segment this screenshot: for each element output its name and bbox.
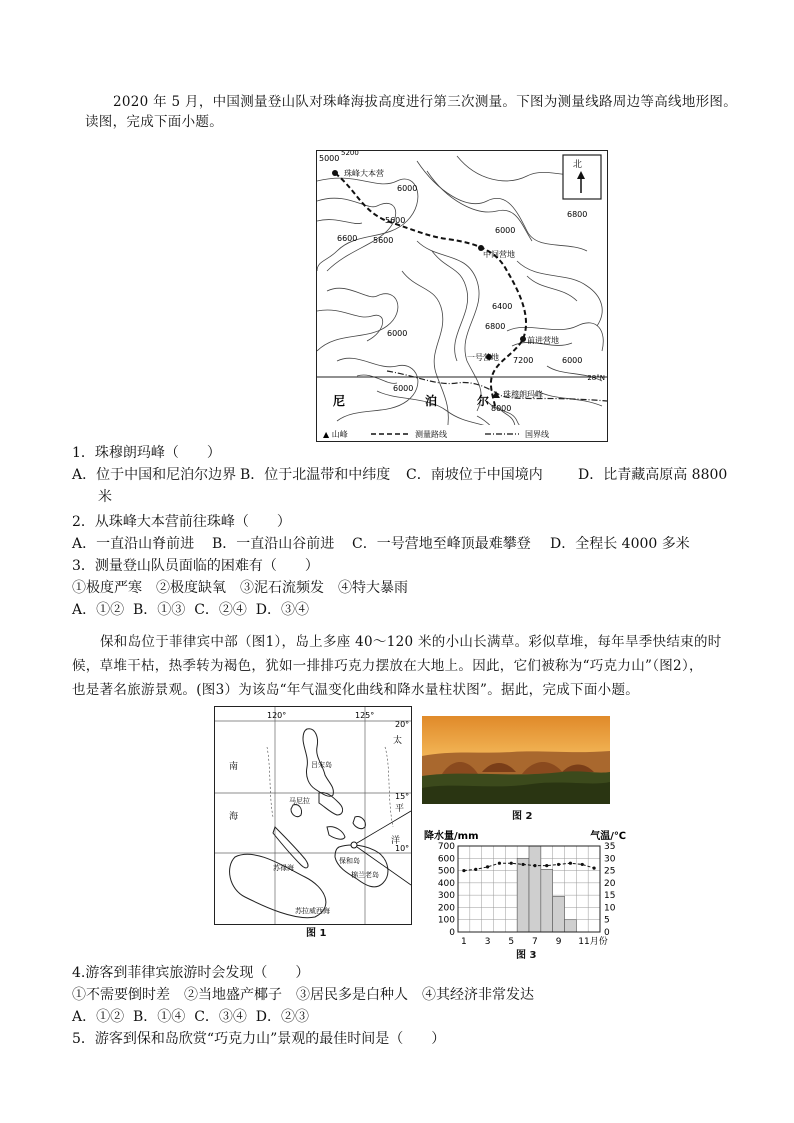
q2-option-b[interactable]: B．一直沿山谷前进 bbox=[212, 536, 335, 552]
q5-stem: 5．游客到保和岛欣赏“巧克力山”景观的最佳时间是（ ） bbox=[72, 1031, 446, 1047]
intro-1-line-2: 读图，完成下面小题。 bbox=[85, 114, 223, 130]
temperature-point bbox=[569, 862, 572, 865]
temperature-point bbox=[521, 863, 524, 866]
q3-options[interactable]: A．①② B．①③ C．②④ D．③④ bbox=[72, 602, 310, 618]
place-everest: 珠穆朗玛峰 bbox=[503, 390, 543, 399]
q2-option-d[interactable]: D．全程长 4000 多米 bbox=[550, 536, 690, 552]
contour-label: 6600 bbox=[337, 234, 358, 243]
contour-label: 6800 bbox=[567, 210, 588, 219]
precip-bar bbox=[565, 920, 577, 932]
lat-label: 20° bbox=[395, 720, 410, 729]
x-tick-label: 1 bbox=[461, 937, 467, 947]
q1-option-c[interactable]: C．南坡位于中国境内 bbox=[406, 467, 543, 483]
x-tick-label: 11月份 bbox=[578, 937, 608, 947]
climate-chart bbox=[420, 828, 630, 956]
precip-bar bbox=[553, 896, 565, 932]
contour-label: 6400 bbox=[492, 302, 513, 311]
q3-stem: 3．测量登山队员面临的困难有（ ） bbox=[72, 558, 319, 574]
q2-option-a[interactable]: A．一直沿山脊前进 bbox=[72, 536, 195, 552]
y-tick-label: 700 bbox=[437, 842, 455, 852]
contour-label: 6000 bbox=[387, 329, 408, 338]
contour-label: 5200 bbox=[341, 151, 359, 157]
q1-options bbox=[72, 464, 772, 486]
label-mindanao: 棉兰老岛 bbox=[351, 871, 379, 879]
temperature-point bbox=[462, 869, 465, 872]
fig2-caption: 图 2 bbox=[512, 811, 533, 822]
country-char: 尔 bbox=[477, 394, 490, 408]
q1-option-d-cont: 米 bbox=[98, 489, 112, 505]
y-tick-label: 100 bbox=[437, 915, 455, 926]
fig3-caption: 图 3 bbox=[516, 950, 537, 961]
x-tick-label: 9 bbox=[555, 937, 562, 947]
y-tick-label: 400 bbox=[437, 878, 455, 889]
questions-part-1 bbox=[72, 442, 772, 621]
contour-label: 6000 bbox=[397, 184, 418, 193]
intro-paragraph-2 bbox=[72, 630, 772, 702]
q4-stem: 4.游客到菲律宾旅游时会发现（ ） bbox=[72, 965, 310, 981]
y2-tick-label: 10 bbox=[604, 903, 616, 914]
q4-items: ①不需要倒时差 ②当地盛产椰子 ③居民多是白种人 ④其经济非常发达 bbox=[72, 987, 534, 1003]
temperature-point bbox=[592, 867, 595, 870]
fig1-caption: 图 1 bbox=[306, 928, 327, 939]
y2-tick-label: 5 bbox=[604, 915, 610, 926]
contour-label: 5000 bbox=[319, 154, 340, 163]
x-tick-label: 3 bbox=[484, 937, 491, 947]
latitude-label: 28°N bbox=[587, 374, 605, 382]
contour-label: 6000 bbox=[562, 356, 583, 365]
temperature-point bbox=[510, 862, 513, 865]
precip-bar bbox=[529, 846, 541, 932]
q1-option-b[interactable]: B．位于北温带和中纬度 bbox=[240, 467, 391, 483]
label-celebes: 苏拉威西海 bbox=[295, 907, 330, 915]
legend-border: 国界线 bbox=[525, 430, 549, 439]
lat-label: 10° bbox=[395, 844, 410, 853]
lon-label: 120° bbox=[267, 711, 287, 720]
legend-peak: ▲ 山峰 bbox=[323, 430, 348, 439]
x-tick-label: 7 bbox=[532, 937, 538, 947]
intro-2-line-1: 保和岛位于菲律宾中部（图1），岛上多座 40～120 米的小山长满草。彩似草堆，每年旱季快结束的时 bbox=[100, 634, 722, 650]
x-tick-label: 5 bbox=[508, 937, 515, 947]
y2-axis-label: 气温/℃ bbox=[590, 831, 626, 842]
intro-2-line-3: 也是著名旅游景观。(图3）为该岛“年气温变化曲线和降水量柱状图”。据此，完成下面小题。 bbox=[72, 682, 640, 698]
temperature-point bbox=[581, 863, 584, 866]
label-hai: 海 bbox=[229, 812, 239, 822]
q2-stem: 2．从珠峰大本营前往珠峰（ ） bbox=[72, 514, 291, 530]
q2-options bbox=[72, 533, 772, 555]
lon-label: 125° bbox=[355, 711, 375, 720]
contour-label: 6000 bbox=[495, 226, 516, 235]
label-tai: 太 bbox=[393, 736, 403, 746]
q4-options[interactable]: A．①② B．①④ C．③④ D．②③ bbox=[72, 1009, 310, 1025]
y-axis-label: 降水量/mm bbox=[424, 831, 479, 842]
y-tick-label: 300 bbox=[437, 891, 455, 902]
intro-1-line-1: 2020 年 5 月，中国测量登山队对珠峰海拔高度进行第三次测量。下图为测量线路周边等高线地形图。 bbox=[113, 94, 738, 110]
place-advance-camp: 前进营地 bbox=[527, 336, 559, 345]
temperature-point bbox=[557, 863, 560, 866]
place-camp-one: 一号营地 bbox=[467, 353, 499, 362]
precip-bar bbox=[517, 858, 529, 932]
y-tick-label: 600 bbox=[437, 854, 455, 865]
contour-label: 6000 bbox=[393, 384, 414, 393]
place-middle-camp: 中间营地 bbox=[483, 250, 515, 259]
q1-option-a[interactable]: A．位于中国和尼泊尔边界 bbox=[72, 467, 237, 483]
intro-2-line-2: 候，草堆干枯，热季转为褐色，犹如一排排巧克力摆放在大地上。因此，它们被称为“巧克力山”（图2）， bbox=[72, 658, 703, 674]
label-ping: 平 bbox=[395, 804, 405, 814]
contour-label: 6800 bbox=[485, 322, 506, 331]
label-luzon: 吕宋岛 bbox=[311, 761, 332, 769]
y-tick-label: 0 bbox=[449, 928, 455, 938]
temperature-point bbox=[545, 864, 548, 867]
temperature-point bbox=[498, 862, 501, 865]
label-sulu: 苏禄海 bbox=[273, 864, 294, 872]
y2-tick-label: 35 bbox=[604, 842, 616, 852]
label-manila: 马尼拉 bbox=[289, 797, 310, 805]
country-char: 尼 bbox=[333, 394, 346, 408]
country-char: 泊 bbox=[425, 394, 438, 408]
intro-paragraph-1 bbox=[85, 92, 765, 132]
philippines-map-figure bbox=[214, 706, 412, 925]
temperature-point bbox=[486, 865, 489, 868]
contour-label: 5600 bbox=[373, 236, 394, 245]
north-label: 北 bbox=[573, 160, 583, 170]
y-tick-label: 500 bbox=[437, 866, 455, 877]
questions-part-2 bbox=[72, 962, 772, 1050]
label-bohol: 保和岛 bbox=[339, 857, 360, 865]
legend-route: 测量路线 bbox=[415, 430, 447, 439]
contour-map-svg bbox=[317, 151, 607, 441]
contour-label: 8000 bbox=[491, 404, 512, 413]
q1-stem: 1．珠穆朗玛峰（ ） bbox=[72, 445, 221, 461]
place-base-camp: 珠峰大本营 bbox=[344, 169, 384, 178]
philippines-map-svg bbox=[215, 707, 411, 924]
q1-option-d[interactable]: D．比青藏高原高 8800 bbox=[578, 467, 728, 483]
y2-tick-label: 20 bbox=[604, 878, 616, 889]
contour-label: 7200 bbox=[513, 356, 534, 365]
y2-tick-label: 25 bbox=[604, 866, 616, 877]
lat-label: 15° bbox=[395, 792, 410, 801]
label-yang: 洋 bbox=[391, 836, 401, 846]
y2-tick-label: 15 bbox=[604, 891, 616, 902]
temperature-point bbox=[533, 864, 536, 867]
contour-map-figure bbox=[316, 150, 608, 442]
label-nan: 南 bbox=[229, 762, 239, 772]
contour-label: 5600 bbox=[385, 216, 406, 225]
y2-tick-label: 0 bbox=[604, 928, 610, 938]
chocolate-hills-photo bbox=[422, 716, 610, 804]
temperature-point bbox=[474, 868, 477, 871]
q2-option-c[interactable]: C．一号营地至峰顶最难攀登 bbox=[352, 536, 531, 552]
climate-chart-svg bbox=[420, 828, 630, 956]
y-tick-label: 200 bbox=[437, 903, 455, 914]
precip-bar bbox=[541, 869, 553, 932]
q3-items: ①极度严寒 ②极度缺氧 ③泥石流频发 ④特大暴雨 bbox=[72, 580, 408, 596]
y2-tick-label: 30 bbox=[604, 854, 616, 865]
